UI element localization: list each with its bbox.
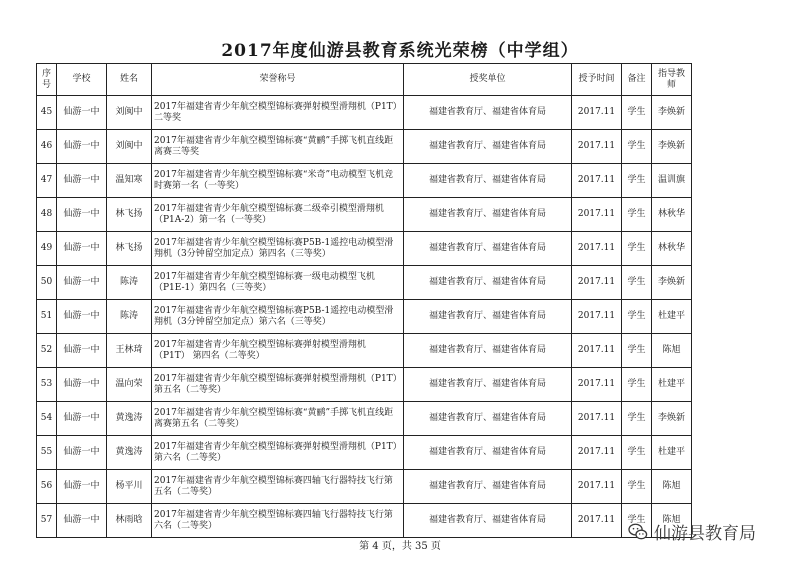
note-cell: 学生 — [622, 130, 652, 164]
teacher-name: 李焕新 — [652, 266, 692, 300]
school-cell: 仙游一中 — [57, 300, 107, 334]
table-row — [37, 164, 692, 198]
award-date: 2017.11 — [572, 164, 622, 198]
student-name: 陈涛 — [107, 266, 152, 300]
note-cell: 学生 — [622, 96, 652, 130]
column-header-unit: 授奖单位 — [404, 64, 572, 96]
award-unit: 福建省教育厅、福建省体育局 — [404, 504, 572, 538]
honor-title: 2017年福建省青少年航空模型锦标赛二级牵引模型滑翔机（P1A-2）第一名（一等奖） — [152, 198, 404, 232]
table-row — [37, 470, 692, 504]
table-header-row — [37, 64, 692, 96]
school-cell: 仙游一中 — [57, 402, 107, 436]
student-name: 温知寒 — [107, 164, 152, 198]
student-name: 林雨晗 — [107, 504, 152, 538]
award-date: 2017.11 — [572, 470, 622, 504]
honor-title: 2017年福建省青少年航空模型锦标赛弹射模型滑翔机（P1T）第五名（二等奖） — [152, 368, 404, 402]
student-name: 王林琦 — [107, 334, 152, 368]
table-row — [37, 402, 692, 436]
student-name: 刘闽中 — [107, 96, 152, 130]
teacher-name: 李焕新 — [652, 402, 692, 436]
award-unit: 福建省教育厅、福建省体育局 — [404, 130, 572, 164]
column-header-teacher: 指导教师 — [652, 64, 692, 96]
school-cell: 仙游一中 — [57, 470, 107, 504]
school-cell: 仙游一中 — [57, 164, 107, 198]
school-cell: 仙游一中 — [57, 266, 107, 300]
note-cell: 学生 — [622, 436, 652, 470]
table-row — [37, 96, 692, 130]
school-cell: 仙游一中 — [57, 334, 107, 368]
note-cell: 学生 — [622, 198, 652, 232]
award-unit: 福建省教育厅、福建省体育局 — [404, 402, 572, 436]
row-number: 48 — [37, 198, 57, 232]
row-number: 46 — [37, 130, 57, 164]
teacher-name: 杜建平 — [652, 368, 692, 402]
note-cell: 学生 — [622, 402, 652, 436]
note-cell: 学生 — [622, 164, 652, 198]
teacher-name: 林秋华 — [652, 232, 692, 266]
award-date: 2017.11 — [572, 266, 622, 300]
note-cell: 学生 — [622, 334, 652, 368]
page-title: 2017年度仙游县教育系统光荣榜（中学组） — [221, 41, 579, 61]
table-row — [37, 334, 692, 368]
student-name: 陈涛 — [107, 300, 152, 334]
school-cell: 仙游一中 — [57, 504, 107, 538]
note-cell: 学生 — [622, 266, 652, 300]
award-date: 2017.11 — [572, 436, 622, 470]
wechat-icon — [628, 523, 648, 541]
watermark-text: 仙游县教育局 — [654, 524, 756, 544]
row-number: 52 — [37, 334, 57, 368]
honor-title: 2017年福建省青少年航空模型锦标赛P5B-1遥控电动模型滑翔机（3分钟留空加定点）第六名（三等奖） — [152, 300, 404, 334]
award-unit: 福建省教育厅、福建省体育局 — [404, 300, 572, 334]
student-name: 温向荣 — [107, 368, 152, 402]
table-row — [37, 368, 692, 402]
award-unit: 福建省教育厅、福建省体育局 — [404, 164, 572, 198]
school-cell: 仙游一中 — [57, 368, 107, 402]
school-cell: 仙游一中 — [57, 198, 107, 232]
row-number: 57 — [37, 504, 57, 538]
honor-title: 2017年福建省青少年航空模型锦标赛四轴飞行器特技飞行第五名（二等奖） — [152, 470, 404, 504]
row-number: 49 — [37, 232, 57, 266]
honor-title: 2017年福建省青少年航空模型锦标赛弹射模型滑翔机（P1T） 第四名（二等奖） — [152, 334, 404, 368]
honor-title: 2017年福建省青少年航空模型锦标赛弹射模型滑翔机（P1T）第六名（二等奖） — [152, 436, 404, 470]
honor-title: 2017年福建省青少年航空模型锦标赛“米奇”电动模型飞机竞时赛第一名（一等奖） — [152, 164, 404, 198]
row-number: 56 — [37, 470, 57, 504]
table-row — [37, 436, 692, 470]
table-row — [37, 266, 692, 300]
school-cell: 仙游一中 — [57, 130, 107, 164]
table-row — [37, 198, 692, 232]
teacher-name: 李焕新 — [652, 96, 692, 130]
student-name: 黄逸涛 — [107, 402, 152, 436]
student-name: 林飞扬 — [107, 232, 152, 266]
award-unit: 福建省教育厅、福建省体育局 — [404, 436, 572, 470]
teacher-name: 杜建平 — [652, 436, 692, 470]
table-row — [37, 300, 692, 334]
award-date: 2017.11 — [572, 232, 622, 266]
note-cell: 学生 — [622, 232, 652, 266]
column-header-number: 序号 — [37, 64, 57, 96]
note-cell: 学生 — [622, 504, 652, 538]
column-header-honor: 荣誉称号 — [152, 64, 404, 96]
honor-title: 2017年福建省青少年航空模型锦标赛一级电动模型飞机（P1E-1）第四名（三等奖） — [152, 266, 404, 300]
row-number: 47 — [37, 164, 57, 198]
student-name: 黄逸涛 — [107, 436, 152, 470]
column-header-name: 姓名 — [107, 64, 152, 96]
award-date: 2017.11 — [572, 368, 622, 402]
note-cell: 学生 — [622, 470, 652, 504]
honor-title: 2017年福建省青少年航空模型锦标赛“黄鹂”手掷飞机直线距离赛三等奖 — [152, 130, 404, 164]
award-date: 2017.11 — [572, 300, 622, 334]
student-name: 林飞扬 — [107, 198, 152, 232]
teacher-name: 李焕新 — [652, 130, 692, 164]
honor-title: 2017年福建省青少年航空模型锦标赛四轴飞行器特技飞行第六名（二等奖） — [152, 504, 404, 538]
student-name: 刘闽中 — [107, 130, 152, 164]
page-footer: 第 4 页，共 35 页 — [359, 541, 441, 552]
award-unit: 福建省教育厅、福建省体育局 — [404, 266, 572, 300]
column-header-date: 授予时间 — [572, 64, 622, 96]
award-date: 2017.11 — [572, 334, 622, 368]
award-unit: 福建省教育厅、福建省体育局 — [404, 232, 572, 266]
teacher-name: 陈旭 — [652, 504, 692, 538]
teacher-name: 陈旭 — [652, 334, 692, 368]
teacher-name: 林秋华 — [652, 198, 692, 232]
award-unit: 福建省教育厅、福建省体育局 — [404, 96, 572, 130]
award-date: 2017.11 — [572, 96, 622, 130]
award-date: 2017.11 — [572, 504, 622, 538]
honor-title: 2017年福建省青少年航空模型锦标赛弹射模型滑翔机（P1T）二等奖 — [152, 96, 404, 130]
teacher-name: 陈旭 — [652, 470, 692, 504]
row-number: 55 — [37, 436, 57, 470]
column-header-school: 学校 — [57, 64, 107, 96]
row-number: 45 — [37, 96, 57, 130]
row-number: 53 — [37, 368, 57, 402]
award-unit: 福建省教育厅、福建省体育局 — [404, 470, 572, 504]
school-cell: 仙游一中 — [57, 232, 107, 266]
row-number: 51 — [37, 300, 57, 334]
honor-title: 2017年福建省青少年航空模型锦标赛P5B-1遥控电动模型滑翔机（3分钟留空加定点）第四名（三等奖） — [152, 232, 404, 266]
teacher-name: 杜建平 — [652, 300, 692, 334]
row-number: 54 — [37, 402, 57, 436]
row-number: 50 — [37, 266, 57, 300]
watermark — [628, 519, 756, 544]
honor-roll-table — [36, 63, 692, 538]
table-row — [37, 504, 692, 538]
table-row — [37, 232, 692, 266]
award-unit: 福建省教育厅、福建省体育局 — [404, 198, 572, 232]
school-cell: 仙游一中 — [57, 96, 107, 130]
award-date: 2017.11 — [572, 402, 622, 436]
column-header-note: 备注 — [622, 64, 652, 96]
school-cell: 仙游一中 — [57, 436, 107, 470]
note-cell: 学生 — [622, 300, 652, 334]
honor-title: 2017年福建省青少年航空模型锦标赛“黄鹂”手掷飞机直线距离赛第五名（二等奖） — [152, 402, 404, 436]
award-date: 2017.11 — [572, 198, 622, 232]
teacher-name: 温训旗 — [652, 164, 692, 198]
award-date: 2017.11 — [572, 130, 622, 164]
note-cell: 学生 — [622, 368, 652, 402]
award-unit: 福建省教育厅、福建省体育局 — [404, 368, 572, 402]
student-name: 杨平川 — [107, 470, 152, 504]
award-unit: 福建省教育厅、福建省体育局 — [404, 334, 572, 368]
table-row — [37, 130, 692, 164]
